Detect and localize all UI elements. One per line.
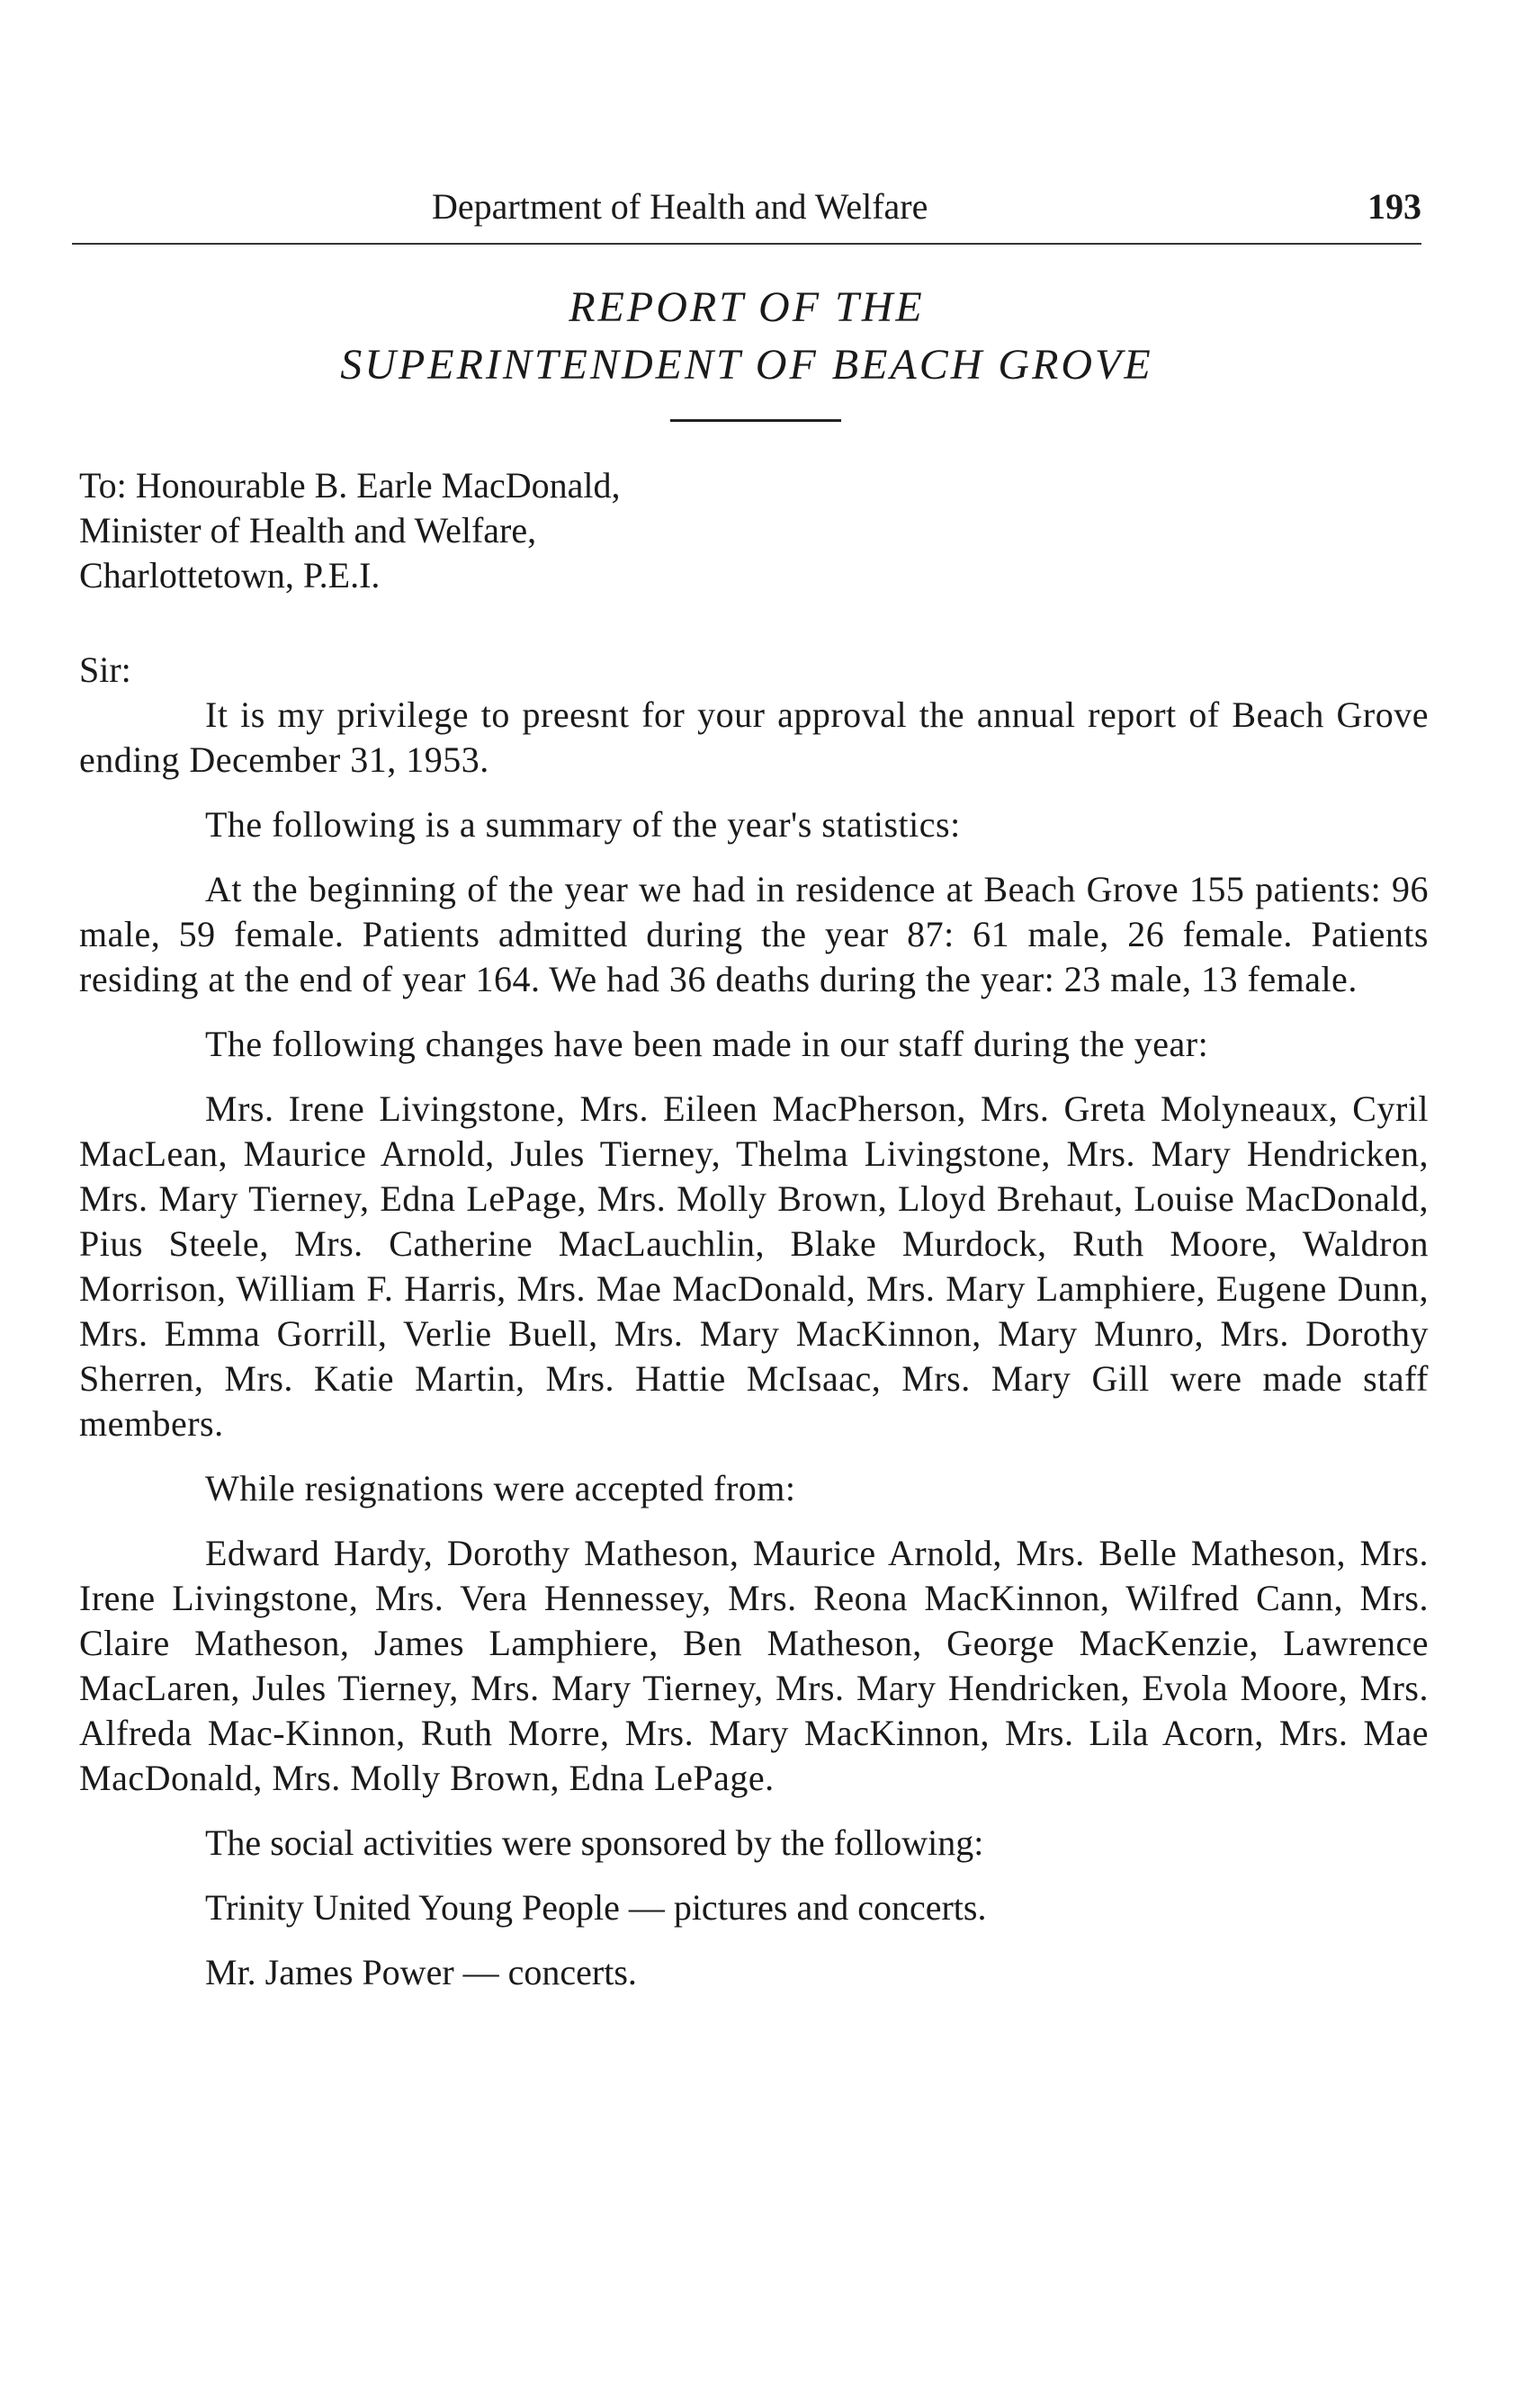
resignations-lead-paragraph: While resignations were accepted from: <box>205 1468 796 1508</box>
address-line-2: Minister of Health and Welfare, <box>79 510 537 551</box>
report-title-line-1: REPORT OF THE <box>569 283 925 331</box>
running-header <box>72 184 1421 237</box>
staff-added-paragraph: Mrs. Irene Livingstone, Mrs. Eileen MacPherson, Mrs. Greta Molyneaux, Cyril MacLean, Maurice Arnold, Jules Tierney, Thelma Livingstone, Mrs. Mary Hendricken, Mrs. Mary Tierney, Edna LePage, Mrs. Molly Brown, Lloyd Brehaut, Louise MacDonald, Pius Steele, Mrs. Catherine MacLauchlin, Blake Murdock, Ruth Moore, Waldron Morrison, William F. Harris, Mrs. Mae MacDonald, Mrs. Mary Lamphiere, Eugene Dunn, Mrs. Emma Gorrill, Verlie Buell, Mrs. Mary MacKinnon, Mary Munro, Mrs. Dorothy Sherren, Mrs. Katie Martin, Mrs. Hattie McIsaac, Mrs. Mary Gill were made staff members. <box>79 1088 1429 1444</box>
title-rule <box>670 419 841 422</box>
summary-lead-paragraph: The following is a summary of the year's statistics: <box>205 804 961 845</box>
report-title <box>72 279 1421 394</box>
report-title-line-2: SUPERINTENDENT OF BEACH GROVE <box>340 341 1153 389</box>
page-number: 193 <box>1367 186 1421 227</box>
address-line-1: To: Honourable B. Earle MacDonald, <box>79 465 621 506</box>
staff-changes-lead-paragraph: The following changes have been made in our staff during the year: <box>205 1024 1209 1064</box>
social-activity-item: Trinity United Young People — pictures and concerts. <box>205 1887 987 1928</box>
intro-paragraph: It is my privilege to preesnt for your approval the annual report of Beach Grove ending December 31, 1953. <box>79 694 1429 780</box>
social-activity-item: Mr. James Power — concerts. <box>205 1952 637 1992</box>
address-line-3: Charlottetown, P.E.I. <box>79 555 381 595</box>
header-rule <box>72 243 1421 245</box>
statistics-paragraph: At the beginning of the year we had in residence at Beach Grove 155 patients: 96 male, 59 female. Patients admitted during the year 87: 61 male, 26 female. Patients residing at the end of year 164. We had 36 deaths during the year: 23 male, 13 female. <box>79 869 1429 999</box>
address-block <box>79 463 1429 598</box>
social-activities-lead: The social activities were sponsored by the following: <box>205 1822 984 1863</box>
salutation: Sir: <box>79 649 131 690</box>
running-title: Department of Health and Welfare <box>432 186 928 227</box>
staff-resigned-paragraph: Edward Hardy, Dorothy Matheson, Maurice Arnold, Mrs. Belle Matheson, Mrs. Irene Livingstone, Mrs. Vera Hennessey, Mrs. Reona MacKinnon, Wilfred Cann, Mrs. Claire Matheson, James Lamphiere, Ben Matheson, George MacKenzie, Lawrence MacLaren, Jules Tierney, Mrs. Mary Tierney, Mrs. Mary Hendricken, Evola Moore, Mrs. Alfreda Mac-Kinnon, Ruth Morre, Mrs. Mary MacKinnon, Mrs. Lila Acorn, Mrs. Mae MacDonald, Mrs. Molly Brown, Edna LePage. <box>79 1533 1429 1798</box>
report-body <box>79 693 1429 2015</box>
